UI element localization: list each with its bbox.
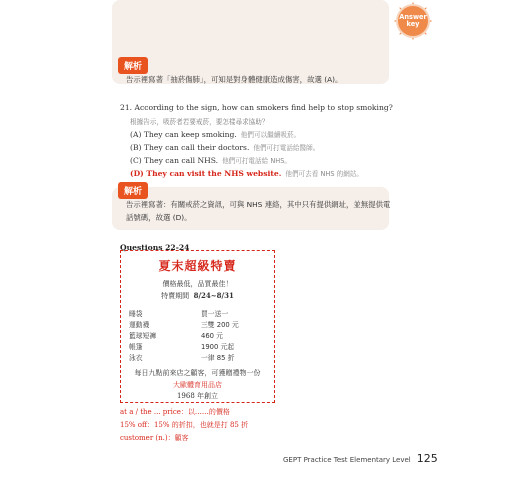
explanation-text: 告示裡寫著「抽菸傷肺」，可知是對身體健康造成傷害，故選 (A)。 bbox=[126, 75, 343, 84]
question-stem-cn: 根據告示，吸菸者若要戒菸，要怎樣尋求協助？ bbox=[130, 118, 269, 126]
page-footer bbox=[283, 452, 438, 465]
answer-key-badge bbox=[398, 6, 428, 36]
ad-item-name: 睡袋 bbox=[129, 310, 143, 318]
ad-title: 夏末超級特賣 bbox=[158, 259, 237, 273]
explanation-tag: 解析 bbox=[118, 182, 148, 199]
ad-item-price: 460 元 bbox=[201, 332, 223, 340]
option-label: (B) They can call their doctors. bbox=[130, 143, 250, 152]
option-a bbox=[130, 129, 300, 139]
sale-advertisement bbox=[120, 250, 275, 403]
vocab-item: customer (n.)：顧客 bbox=[120, 434, 189, 442]
option-cn: 他們可以繼續吸菸。 bbox=[240, 131, 301, 139]
question-stem: 21. According to the sign, how can smokers find help to stop smoking? bbox=[120, 103, 393, 112]
ad-item-price: 買一送一 bbox=[201, 310, 229, 318]
badge-line2: key bbox=[406, 20, 420, 28]
ad-item-price: 三雙 200 元 bbox=[201, 321, 239, 329]
option-label: (C) They can call NHS. bbox=[130, 156, 219, 165]
ad-period-label: 特賣期間 bbox=[161, 292, 190, 300]
section-title: Questions 22-24 bbox=[120, 243, 190, 252]
ad-item-name: 運動襪 bbox=[129, 321, 150, 329]
ad-item-name: 帳篷 bbox=[129, 343, 143, 351]
option-cn: 他們可去看 NHS 的網站。 bbox=[285, 170, 363, 178]
ad-founded: 1968 年創立 bbox=[176, 392, 219, 400]
ad-item-name: 籃球短褲 bbox=[129, 332, 157, 340]
page-number: 125 bbox=[416, 452, 438, 465]
option-d bbox=[130, 168, 363, 178]
ad-subtitle: 價格最低，品質最佳！ bbox=[162, 280, 233, 288]
badge-line1: Answer bbox=[399, 13, 427, 21]
ad-item-name: 泳衣 bbox=[129, 354, 143, 362]
ad-item-price: 一律 85 折 bbox=[201, 354, 235, 362]
explanation-text-line1: 告示裡寫著：有關戒菸之資訊，可與 NHS 連絡，其中只有提供網址，並無提供電 bbox=[126, 200, 391, 209]
explanation-text-line2: 話號碼，故選 (D)。 bbox=[126, 213, 192, 222]
ad-period bbox=[121, 291, 274, 301]
option-b bbox=[130, 142, 319, 152]
option-c bbox=[130, 155, 291, 165]
ad-shop-name: 大歐體育用品店 bbox=[173, 381, 222, 389]
option-cn: 他們可打電話給 NHS。 bbox=[222, 157, 291, 165]
footer-text: GEPT Practice Test Elementary Level bbox=[283, 456, 411, 464]
option-label-correct: (D) They can visit the NHS website. bbox=[130, 169, 282, 178]
option-cn: 他們可打電話給醫師。 bbox=[253, 144, 320, 152]
ad-item-price: 1900 元起 bbox=[201, 343, 235, 351]
vocab-item: at a / the ... price：以……的價格 bbox=[120, 408, 230, 416]
ad-gift-note: 每日九點前來店之顧客，可獲贈禮物一份 bbox=[134, 369, 261, 377]
vocab-item: 15% off：15% 的折扣，也就是打 85 折 bbox=[120, 421, 249, 429]
option-label: (A) They can keep smoking. bbox=[130, 130, 237, 139]
ad-period-dates: 8/24~8/31 bbox=[193, 291, 234, 300]
explanation-tag: 解析 bbox=[118, 57, 148, 74]
